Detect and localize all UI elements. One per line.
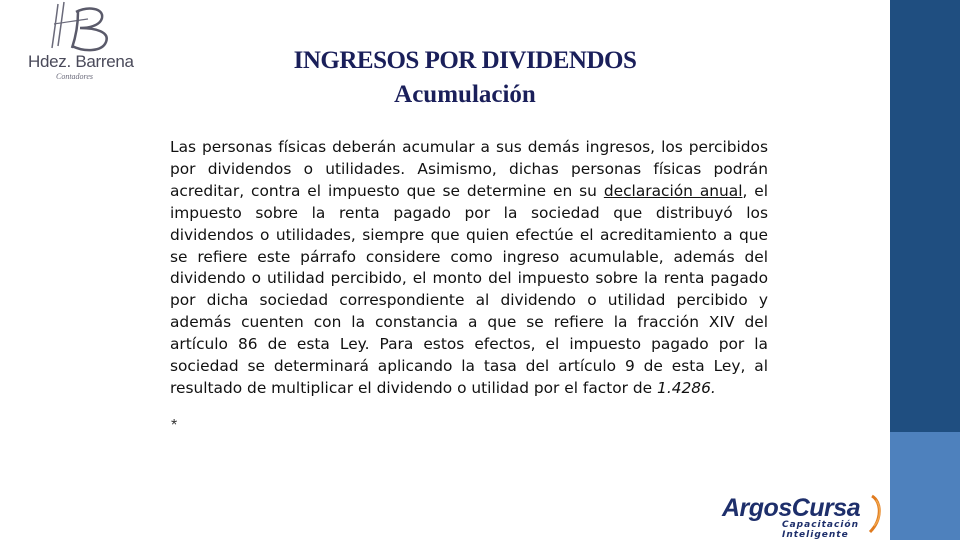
logo-subtitle: Contadores — [56, 72, 94, 81]
company-logo — [18, 0, 136, 90]
brand-swoosh-icon — [868, 494, 884, 534]
body-paragraph — [170, 137, 768, 400]
slide-title — [170, 44, 760, 112]
brand-logo — [722, 494, 884, 540]
bullet-marker: * — [171, 417, 178, 434]
body-text-part2: , el impuesto sobre la renta pagado por la sociedad que distribuyó los dividendos o utilidades, siempre que quien efectúe el acreditamiento a que se refiere este párrafo considere como ingreso acumulable, además del dividendo o utilidad percibido, el monto del impuesto sobre la renta pagado por dicha sociedad correspondiente al dividendo o utilidad percibido y además cuenten con la constancia a que se refiere la fracción XIV del artículo 86 de esta Ley. Para estos efectos, el impuesto pagado por la sociedad se determinará aplicando la tasa del artículo 9 de esta Ley, al resultado de multiplicar el dividendo o utilidad por el factor de — [170, 181, 769, 397]
logo-name: Hdez. Barrena — [28, 52, 134, 71]
body-underlined-term: declaración anual — [603, 181, 743, 200]
title-main: INGRESOS POR DIVIDENDOS — [293, 47, 637, 74]
brand-tagline — [782, 520, 859, 540]
brand-tagline-2: Inteligente — [782, 530, 849, 540]
logo-monogram-icon — [18, 0, 128, 60]
brand-name-argos: Argos — [722, 494, 792, 522]
sidebar-light-band — [890, 432, 960, 540]
sidebar-dark-band — [890, 0, 960, 432]
body-factor: 1.4286. — [657, 378, 716, 397]
brand-tagline-1: Capacitación — [782, 520, 859, 530]
brand-name-cursa: Cursa — [791, 494, 861, 522]
body-text-part1: Las personas físicas deberán acumular a sus demás ingresos, los percibidos por dividendos o utilidades. Asimismo, dichas personas físicas podrán acreditar, contra el impuesto que se determine en su — [170, 138, 768, 200]
title-sub: Acumulación — [394, 81, 536, 108]
brand-name — [722, 494, 860, 523]
